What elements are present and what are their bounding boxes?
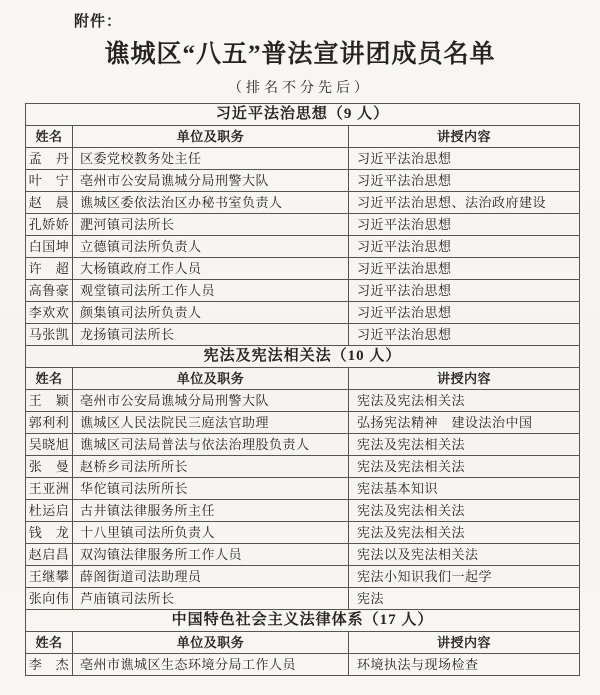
content-cell: 习近平法治思想 [349, 214, 580, 236]
table-row [26, 390, 580, 412]
unit-cell: 立德镇司法所负责人 [73, 236, 349, 258]
table-row [26, 434, 580, 456]
name-cell: 叶 宁 [26, 170, 73, 192]
name-cell: 白国坤 [26, 236, 73, 258]
column-header-row [26, 368, 580, 390]
name-cell: 赵 晨 [26, 192, 73, 214]
content-cell: 习近平法治思想 [349, 324, 580, 346]
unit-cell: 观堂镇司法所工作人员 [73, 280, 349, 302]
unit-cell: 芦庙镇司法所长 [73, 588, 349, 610]
section-title: 中国特色社会主义法律体系（17 人） [26, 610, 580, 632]
name-cell: 王亚洲 [26, 478, 73, 500]
name-cell: 王继攀 [26, 566, 73, 588]
unit-cell: 龙扬镇司法所长 [73, 324, 349, 346]
content-cell: 习近平法治思想 [349, 148, 580, 170]
content-cell: 习近平法治思想 [349, 280, 580, 302]
content-cell: 宪法及宪法相关法 [349, 456, 580, 478]
table-row [26, 588, 580, 610]
column-header: 讲授内容 [349, 368, 580, 390]
content-cell: 习近平法治思想 [349, 236, 580, 258]
name-cell: 马张凯 [26, 324, 73, 346]
table-row [26, 148, 580, 170]
page-title: 谯城区“八五”普法宣讲团成员名单 [104, 41, 496, 68]
name-cell: 钱 龙 [26, 522, 73, 544]
table-row [26, 324, 580, 346]
unit-cell: 亳州市公安局谯城分局刑警大队 [73, 390, 349, 412]
unit-cell: 古井镇法律服务所主任 [73, 500, 349, 522]
column-header-row [26, 632, 580, 654]
column-header-row [26, 126, 580, 148]
unit-cell: 赵桥乡司法所所长 [73, 456, 349, 478]
content-cell: 宪法及宪法相关法 [349, 522, 580, 544]
unit-cell: 亳州市谯城区生态环境分局工作人员 [73, 654, 349, 676]
name-cell: 张 曼 [26, 456, 73, 478]
unit-cell: 淝河镇司法所长 [73, 214, 349, 236]
table-row [26, 522, 580, 544]
content-cell: 宪法及宪法相关法 [349, 390, 580, 412]
unit-cell: 亳州市公安局谯城分局刑警大队 [73, 170, 349, 192]
table-row [26, 192, 580, 214]
section-title: 宪法及宪法相关法（10 人） [26, 346, 580, 368]
members-table-body [26, 104, 580, 676]
column-header: 讲授内容 [349, 126, 580, 148]
content-cell: 环境执法与现场检查 [349, 654, 580, 676]
unit-cell: 颜集镇司法所负责人 [73, 302, 349, 324]
name-cell: 许 超 [26, 258, 73, 280]
table-row [26, 236, 580, 258]
unit-cell: 大杨镇政府工作人员 [73, 258, 349, 280]
column-header: 姓名 [26, 632, 73, 654]
content-cell: 宪法以及宪法相关法 [349, 544, 580, 566]
section-header-row [26, 610, 580, 632]
name-cell: 杜运启 [26, 500, 73, 522]
column-header: 姓名 [26, 126, 73, 148]
unit-cell: 谯城区人民法院民三庭法官助理 [73, 412, 349, 434]
content-cell: 宪法基本知识 [349, 478, 580, 500]
name-cell: 赵启昌 [26, 544, 73, 566]
table-row [26, 280, 580, 302]
table-row [26, 456, 580, 478]
name-cell: 高鲁豪 [26, 280, 73, 302]
column-header: 单位及职务 [73, 126, 349, 148]
table-row [26, 478, 580, 500]
page-subtitle: （排名不分先后） [228, 81, 372, 96]
content-cell: 宪法及宪法相关法 [349, 500, 580, 522]
name-cell: 李 杰 [26, 654, 73, 676]
section-title: 习近平法治思想（9 人） [26, 104, 580, 126]
column-header: 单位及职务 [73, 632, 349, 654]
name-cell: 孟 丹 [26, 148, 73, 170]
content-cell: 习近平法治思想 [349, 258, 580, 280]
content-cell: 弘扬宪法精神 建设法治中国 [349, 412, 580, 434]
unit-cell: 薛阁街道司法助理员 [73, 566, 349, 588]
name-cell: 张向伟 [26, 588, 73, 610]
section-header-row [26, 346, 580, 368]
table-row [26, 500, 580, 522]
name-cell: 李欢欢 [26, 302, 73, 324]
unit-cell: 谯城区委依法治区办秘书室负责人 [73, 192, 349, 214]
table-row [26, 412, 580, 434]
name-cell: 孔娇娇 [26, 214, 73, 236]
table-row [26, 170, 580, 192]
column-header: 单位及职务 [73, 368, 349, 390]
name-cell: 吴晓旭 [26, 434, 73, 456]
column-header: 姓名 [26, 368, 73, 390]
content-cell: 习近平法治思想 [349, 302, 580, 324]
table-row [26, 258, 580, 280]
unit-cell: 谯城区司法局普法与依法治理股负责人 [73, 434, 349, 456]
members-table [25, 103, 580, 676]
table-row [26, 654, 580, 676]
content-cell: 习近平法治思想 [349, 170, 580, 192]
unit-cell: 十八里镇司法所负责人 [73, 522, 349, 544]
table-row [26, 302, 580, 324]
table-row [26, 566, 580, 588]
name-cell: 王 颖 [26, 390, 73, 412]
table-row [26, 544, 580, 566]
section-header-row [26, 104, 580, 126]
unit-cell: 双沟镇法律服务所工作人员 [73, 544, 349, 566]
column-header: 讲授内容 [349, 632, 580, 654]
content-cell: 宪法小知识我们一起学 [349, 566, 580, 588]
unit-cell: 华佗镇司法所所长 [73, 478, 349, 500]
content-cell: 宪法 [349, 588, 580, 610]
attachment-label: 附件： [74, 14, 123, 30]
content-cell: 宪法及宪法相关法 [349, 434, 580, 456]
content-cell: 习近平法治思想、法治政府建设 [349, 192, 580, 214]
table-row [26, 214, 580, 236]
unit-cell: 区委党校教务处主任 [73, 148, 349, 170]
name-cell: 郭利利 [26, 412, 73, 434]
